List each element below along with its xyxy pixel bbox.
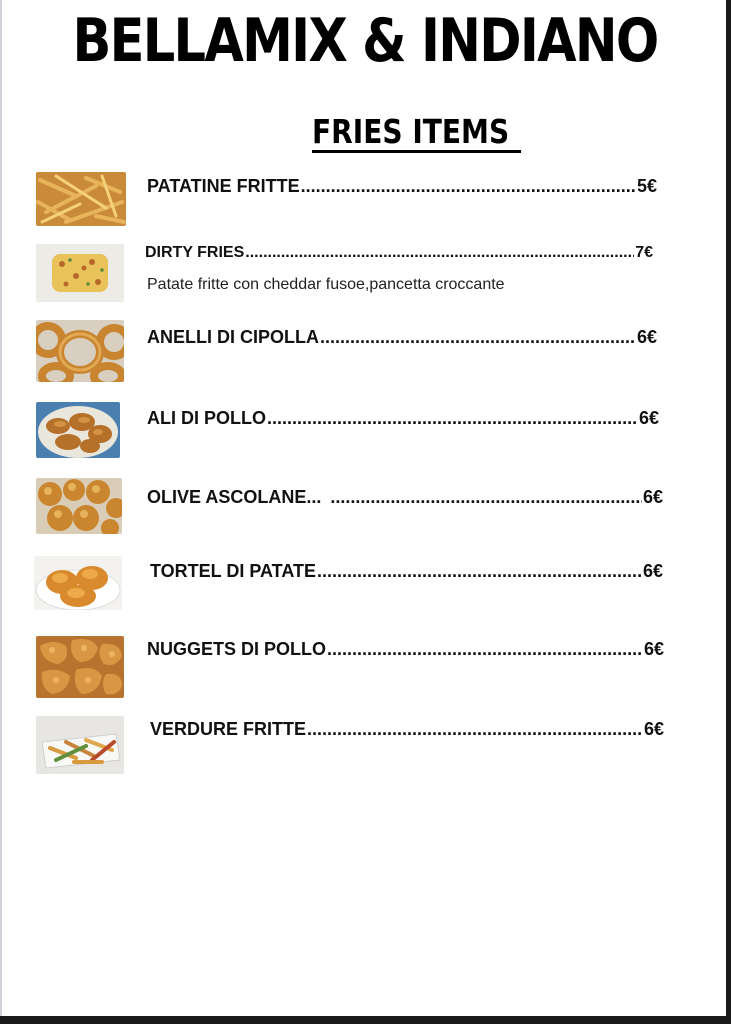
fried-vegetables-photo-icon xyxy=(36,716,124,774)
item-name: PATATINE FRITTE xyxy=(147,176,300,196)
item-price: 6€ xyxy=(638,408,659,428)
item-price: 6€ xyxy=(643,719,664,739)
potato-patties-photo-icon xyxy=(34,556,122,610)
fries-photo-icon xyxy=(36,172,126,226)
item-price: 6€ xyxy=(636,327,657,347)
menu-item-nuggets-di-pollo xyxy=(147,639,664,660)
item-price: 6€ xyxy=(643,639,664,659)
dot-leader xyxy=(327,639,643,660)
dirty-fries-photo-icon xyxy=(36,244,124,302)
menu-item-ali-di-pollo xyxy=(147,408,659,429)
chicken-wings-photo-icon xyxy=(36,402,120,458)
item-price: 6€ xyxy=(642,561,663,581)
dot-leader xyxy=(320,327,636,348)
dot-leader xyxy=(330,487,642,508)
item-name: ALI DI POLLO xyxy=(147,408,266,428)
onion-rings-photo-icon xyxy=(36,320,124,382)
dot-leader xyxy=(307,719,643,740)
item-description: Patate fritte con cheddar fusoe,pancetta croccante xyxy=(147,276,505,293)
item-name: TORTEL DI PATATE xyxy=(150,561,316,581)
dot-leader xyxy=(317,561,642,582)
item-price: 6€ xyxy=(642,487,663,507)
menu-item-patatine-fritte xyxy=(147,176,657,197)
item-name: DIRTY FRIES xyxy=(145,244,245,261)
menu-item-olive-ascolane xyxy=(147,487,663,508)
item-price: 7€ xyxy=(635,244,653,261)
dot-leader xyxy=(267,408,638,429)
restaurant-title: BELLAMIX & INDIANO xyxy=(72,6,658,76)
section-title: FRIES ITEMS xyxy=(312,114,521,153)
menu-item-dirty-fries xyxy=(145,244,653,262)
menu-item-anelli-di-cipolla xyxy=(147,327,657,348)
item-name: VERDURE FRITTE xyxy=(150,719,307,739)
item-name: OLIVE ASCOLANE... xyxy=(147,487,322,507)
nuggets-photo-icon xyxy=(36,636,124,698)
item-price: 5€ xyxy=(636,176,657,196)
item-name: ANELLI DI CIPOLLA xyxy=(147,327,319,347)
dot-leader xyxy=(301,176,636,197)
menu-item-tortel-di-patate xyxy=(150,561,663,582)
item-name: NUGGETS DI POLLO xyxy=(147,639,327,659)
olives-photo-icon xyxy=(36,478,122,534)
menu-item-verdure-fritte xyxy=(150,719,664,740)
dot-leader xyxy=(245,244,634,262)
